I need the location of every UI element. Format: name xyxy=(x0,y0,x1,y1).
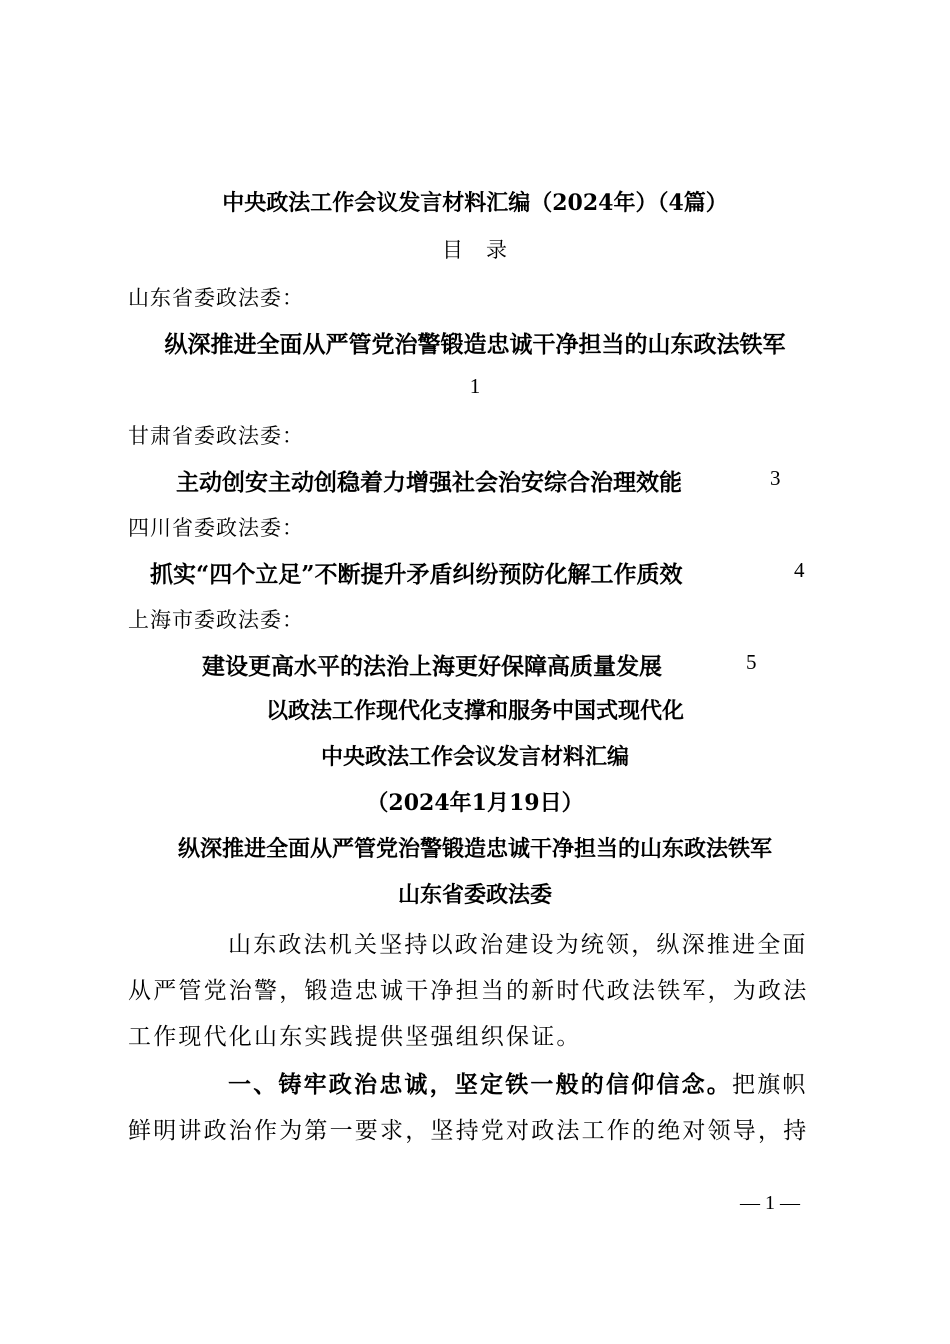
toc-page-number: 1 xyxy=(469,374,481,398)
toc-org: 甘肃省委政法委： xyxy=(128,424,304,448)
section-subtitle: 中央政法工作会议发言材料汇编 xyxy=(320,744,629,770)
document-title: 中央政法工作会议发言材料汇编（2024年）（4篇） xyxy=(222,190,728,216)
article-title: 纵深推进全面从严管党治警锻造忠诚干净担当的山东政法铁军 xyxy=(177,836,772,862)
paragraph-line xyxy=(128,1066,828,1099)
toc-org: 上海市委政法委： xyxy=(128,608,304,632)
section-date: （2024年1月19日） xyxy=(366,790,584,816)
toc-entry-title[interactable]: 纵深推进全面从严管党治警锻造忠诚干净担当的山东政法铁军 xyxy=(164,331,786,358)
paragraph-heading: 一、铸牢政治忠诚，坚定铁一般的信仰信念。 xyxy=(228,1071,732,1098)
toc-entry-title[interactable]: 抓实“四个立足”不断提升矛盾纠纷预防化解工作质效 xyxy=(150,561,683,588)
toc-page-number: 3 xyxy=(770,466,781,490)
toc-heading: 目 录 xyxy=(442,238,508,262)
paragraph-text: 把旗帜 xyxy=(732,1072,808,1098)
toc-entry-title[interactable]: 建设更高水平的法治上海更好保障高质量发展 xyxy=(202,653,662,680)
toc-entry-title[interactable]: 主动创安主动创稳着力增强社会治安综合治理效能 xyxy=(176,469,682,496)
page-number: — 1 — xyxy=(740,1192,800,1214)
toc-org: 山东省委政法委： xyxy=(128,286,304,310)
toc-page-number: 5 xyxy=(746,650,757,674)
paragraph-line: 鲜明讲政治作为第一要求，坚持党对政法工作的绝对领导，持 xyxy=(128,1118,809,1144)
toc-org: 四川省委政法委： xyxy=(128,516,304,540)
article-author: 山东省委政法委 xyxy=(397,882,552,908)
toc-page-number: 4 xyxy=(794,558,805,582)
paragraph-line: 工作现代化山东实践提供坚强组织保证。 xyxy=(128,1024,582,1050)
section-title: 以政法工作现代化支撑和服务中国式现代化 xyxy=(265,698,684,724)
paragraph-line: 山东政法机关坚持以政治建设为统领，纵深推进全面 xyxy=(228,932,808,958)
paragraph-line: 从严管党治警，锻造忠诚干净担当的新时代政法铁军，为政法 xyxy=(128,978,809,1004)
